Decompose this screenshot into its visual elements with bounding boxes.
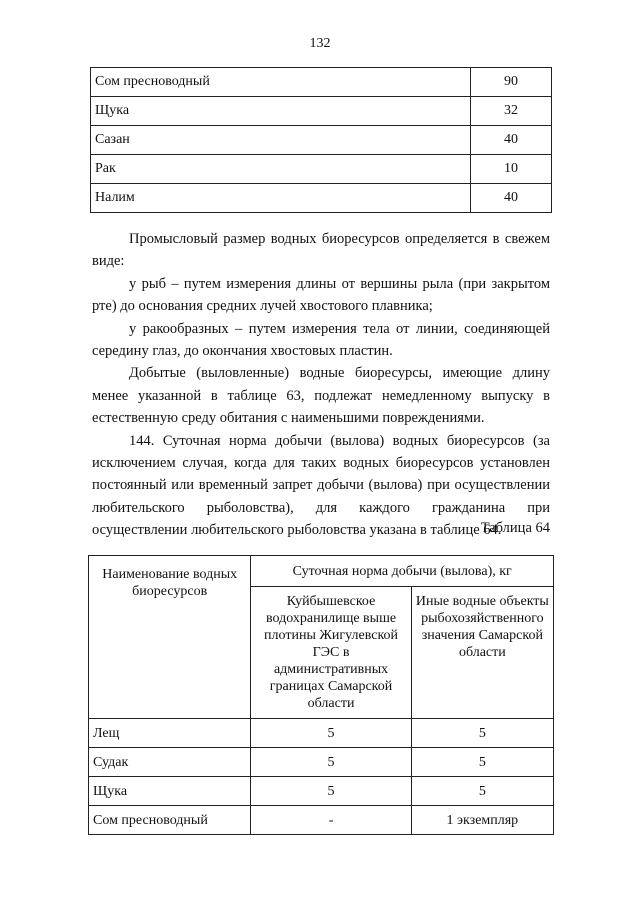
table-row [91, 68, 552, 97]
species-cell: Лещ [89, 719, 251, 748]
table-row [91, 184, 552, 213]
page-number: 132 [309, 36, 331, 51]
table-label: Таблица 64 [480, 520, 550, 536]
species-cell: Судак [89, 748, 251, 777]
value-cell: 90 [471, 68, 552, 97]
value-cell: 10 [471, 155, 552, 184]
table-row [91, 155, 552, 184]
value-cell: 32 [471, 97, 552, 126]
species-cell: Сом пресноводный [89, 806, 251, 835]
quota-cell: 1 экземпляр [411, 806, 553, 835]
species-cell: Сазан [91, 126, 471, 155]
paragraph-release-rule: Добытые (выловленные) водные биоресурсы, имеющие длину менее указанной в таблице 63, подлежат немедленному выпуску в естественную среду обитания с наименьшими повреждениями. [92, 365, 550, 427]
value-cell: 40 [471, 184, 552, 213]
header-row [89, 556, 554, 587]
quota-cell: 5 [251, 748, 411, 777]
species-cell: Рак [91, 155, 471, 184]
species-cell: Сом пресноводный [91, 68, 471, 97]
table-row [89, 806, 554, 835]
size-table [90, 67, 552, 213]
table-row [89, 777, 554, 806]
table-row [91, 97, 552, 126]
paragraph-size-definition: Промысловый размер водных биоресурсов определяется в свежем виде: [92, 231, 550, 270]
quota-cell: 5 [411, 719, 553, 748]
paragraph-clause-144: 144. Суточная норма добычи (вылова) водных биоресурсов (за исключением случая, когда для таких водных биоресурсов установлен постоянный или временный запрет добычи (вылова) при осуществлении любительского рыболовства), для каждого гражданина при осуществлении любительского рыболовства указана в таблице 64. [92, 432, 550, 539]
table-row [89, 719, 554, 748]
quota-cell: 5 [411, 748, 553, 777]
species-cell: Налим [91, 184, 471, 213]
kuibyshev-column-header: Куйбышевское водохранилище выше плотины Жигулевской ГЭС в административных границах Самарской области [251, 587, 411, 719]
quota-cell: 5 [411, 777, 553, 806]
quota-table [88, 555, 554, 835]
table-row [91, 126, 552, 155]
quota-group-header: Суточная норма добычи (вылова), кг [251, 556, 554, 587]
paragraph-fish-measurement: у рыб – путем измерения длины от вершины рыла (при закрытом рте) до основания средних лучей хвостового плавника; [92, 275, 550, 315]
table-row [89, 748, 554, 777]
value-cell: 40 [471, 126, 552, 155]
quota-cell: 5 [251, 777, 411, 806]
species-cell: Щука [89, 777, 251, 806]
paragraph-crustacean-measurement: у ракообразных – путем измерения тела от линии, соединяющей середину глаз, до окончания хвостовых пластин. [92, 320, 550, 360]
quota-cell: 5 [251, 719, 411, 748]
other-waters-column-header: Иные водные объекты рыбохозяйственного значения Самарской области [411, 587, 553, 719]
species-cell: Щука [91, 97, 471, 126]
body-text [92, 228, 550, 542]
species-column-header: Наименование водных биоресурсов [89, 556, 251, 719]
quota-cell: - [251, 806, 411, 835]
